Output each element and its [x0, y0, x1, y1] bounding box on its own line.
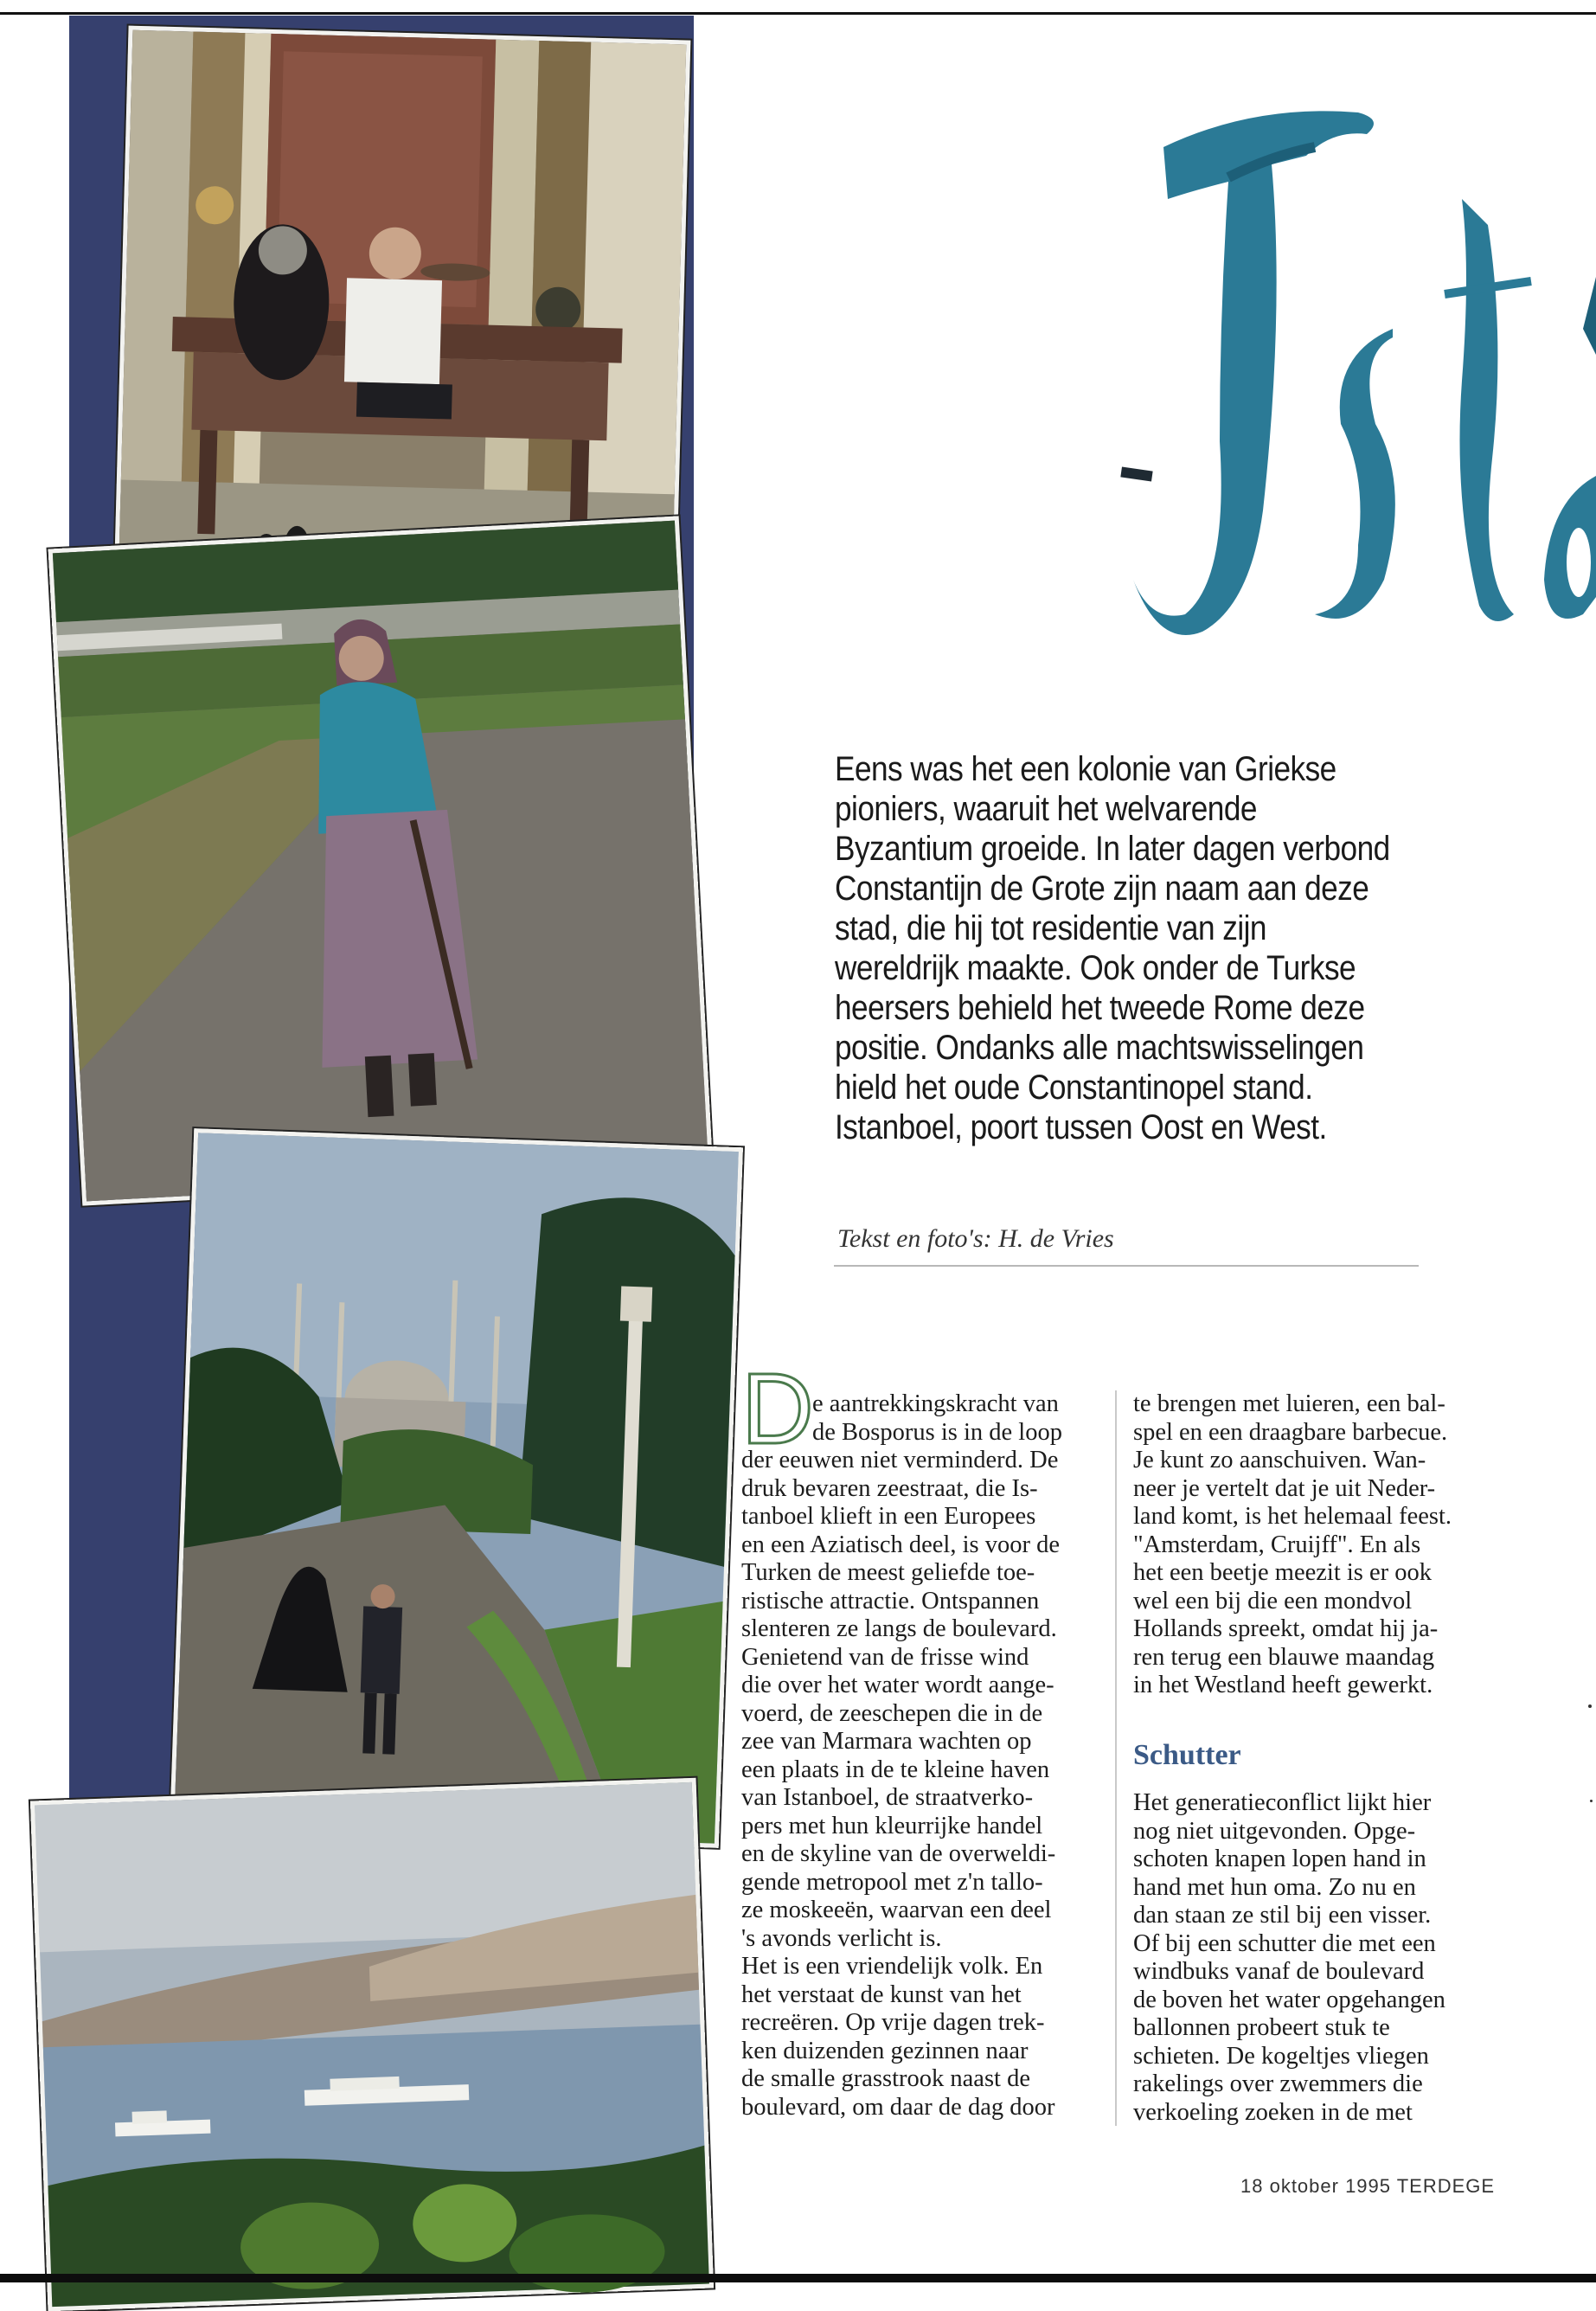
speck-mark [1590, 1800, 1593, 1802]
body-line: hand met hun oma. Zo nu en [1133, 1873, 1416, 1901]
body-line: Het is een vriendelijk volk. En [741, 1953, 1043, 1980]
body-line: recreëren. Op vrije dagen trek- [741, 2009, 1045, 2036]
photo-couple-on-bench [114, 26, 691, 603]
body-line: ze moskeeën, waarvan een deel [741, 1897, 1052, 1923]
body-line: de smalle grasstrook naast de [741, 2065, 1030, 2092]
body-line: land komt, is het helemaal feest. [1133, 1503, 1452, 1530]
body-column-1 [741, 1390, 1094, 2122]
body-line: "Amsterdam, Cruijff". En als [1133, 1531, 1421, 1558]
body-line: van Istanboel, de straatverko- [741, 1784, 1034, 1811]
body-line: 's avonds verlicht is. [741, 1924, 942, 1952]
body-line: ballonnen probeert stuk te [1133, 2014, 1390, 2041]
body-line: gende metropool met z'n tallo- [741, 1868, 1043, 1896]
body-line: Je kunt zo aanschuiven. Wan- [1133, 1447, 1426, 1473]
body-line: tanboel klieft in een Europees [741, 1503, 1036, 1530]
body-line: ken duizenden gezinnen naar [741, 2037, 1029, 2064]
body-line: boulevard, om daar de dag door [741, 2093, 1055, 2121]
body-line: Het generatieconflict lijkt hier [1133, 1789, 1432, 1816]
body-line: druk bevaren zeestraat, die Is- [741, 1474, 1038, 1502]
body-line: pers met hun kleurrijke handel [741, 1812, 1043, 1839]
photo-blue-mosque [170, 1128, 743, 1848]
body-line: schoten knapen lopen hand in [1133, 1846, 1426, 1872]
body-line: te brengen met luieren, een bal- [1133, 1390, 1445, 1417]
istanbul-title-artwork [1099, 95, 1596, 718]
body-line: Turken de meest geliefde toe- [741, 1559, 1035, 1586]
top-rule [0, 12, 1596, 15]
body-line: windbuks vanaf de boulevard [1133, 1958, 1425, 1985]
bottom-rule [0, 2274, 1596, 2282]
body-line: nog niet uitgevonden. Opge- [1133, 1817, 1416, 1845]
body-line: slenteren ze langs de boulevard. [741, 1615, 1057, 1642]
body-line: der eeuwen niet verminderd. De [741, 1447, 1059, 1473]
body-line: neer je vertelt dat je uit Neder- [1133, 1474, 1436, 1502]
body-line: Genietend van de frisse wind [741, 1643, 1029, 1671]
photo-bosporus-view [30, 1778, 714, 2311]
body-line: ristische attractie. Ontspannen [741, 1587, 1040, 1614]
body-line: het verstaat de kunst van het [741, 1980, 1022, 2008]
column-divider [1115, 1390, 1117, 2126]
body-line: de boven het water opgehangen [1133, 1986, 1445, 2013]
body-line: een plaats in de te kleine haven [741, 1756, 1050, 1783]
body-line: zee van Marmara wachten op [741, 1728, 1032, 1755]
body-line: ren terug een blauwe maandag [1133, 1643, 1435, 1671]
body-line: de Bosporus is in de loop [812, 1418, 1062, 1446]
byline: Tekst en foto's: H. de Vries [837, 1224, 1114, 1253]
body-line: Hollands spreekt, omdat hij ja- [1133, 1615, 1439, 1642]
body-column-2-continued [1133, 1789, 1490, 2127]
drop-cap-letter: D [741, 1352, 814, 1465]
body-line: in het Westland heeft gewerkt. [1133, 1672, 1433, 1698]
section-subheading: Schutter [1133, 1739, 1241, 1771]
body-column-2 [1133, 1390, 1490, 1700]
page-footer: 18 oktober 1995 TERDEGE [1240, 2175, 1496, 2197]
lead-paragraph: Eens was het een kolonie van Griekse pioniers, waaruit het welvarende Byzantium groeide. In later dagen verbond Constantijn de Grote zijn naam aan deze stad, die hij tot residentie van zijn wereldrijk maakte. Ook onder de Turkse heersers behield het tweede Rome deze positie. Ondanks alle machtswisselingen hield het oude Constantinopel stand. Istanboel, poort tussen Oost en West. [835, 750, 1390, 1146]
body-line: e aantrekkingskracht van [812, 1390, 1059, 1417]
body-line: en een Aziatisch deel, is voor de [741, 1531, 1060, 1558]
photo-woman-with-cane [48, 516, 714, 1205]
body-line: en de skyline van de overweldi- [741, 1840, 1056, 1867]
byline-divider [834, 1265, 1419, 1267]
body-line: verkoeling zoeken in de met [1133, 2098, 1413, 2126]
body-line: voerd, de zeeschepen die in de [741, 1699, 1043, 1727]
body-line: het een beetje meezit is er ook [1133, 1559, 1433, 1586]
body-line: rakelings over zwemmers die [1133, 2070, 1423, 2097]
body-line: Of bij een schutter die met een [1133, 1929, 1436, 1957]
body-line: spel en een draagbare barbecue. [1133, 1418, 1448, 1446]
speck-mark [1588, 1704, 1592, 1708]
body-line: die over het water wordt aange- [741, 1672, 1054, 1698]
body-line: dan staan ze stil bij een visser. [1133, 1902, 1432, 1929]
body-line: schieten. De kogeltjes vliegen [1133, 2042, 1429, 2070]
body-line: wel een bij die een mondvol [1133, 1587, 1413, 1614]
